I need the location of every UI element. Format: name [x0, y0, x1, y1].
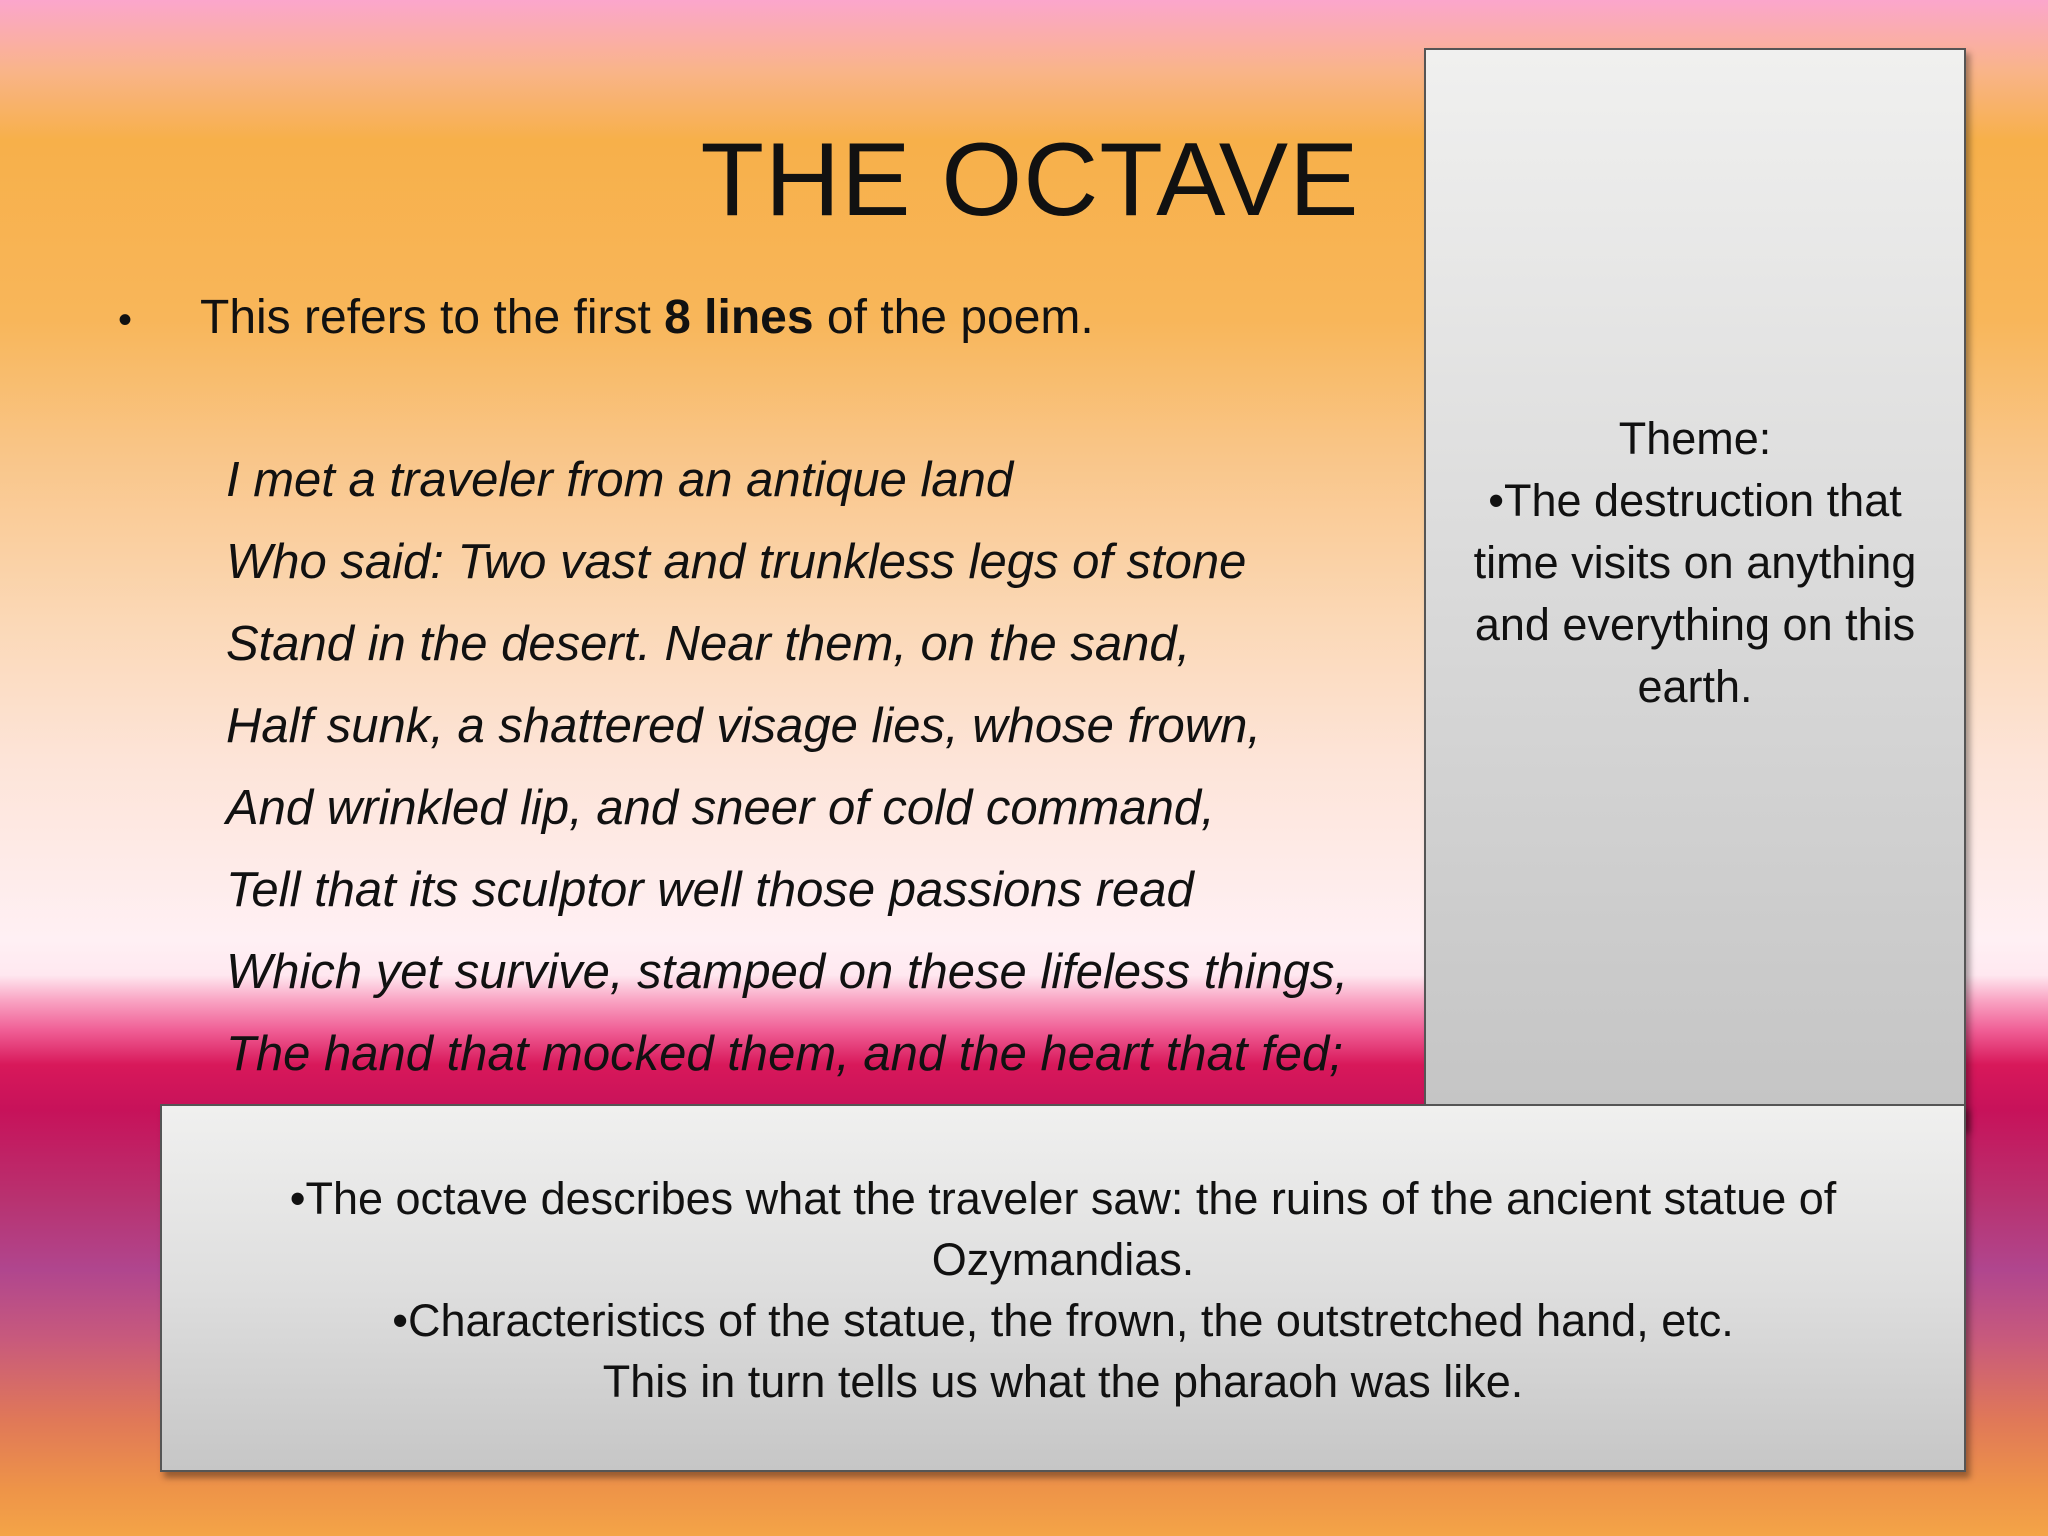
intro-text-after: of the poem.: [813, 291, 1094, 344]
poem-line: Stand in the desert. Near them, on the sand,: [226, 617, 1191, 671]
theme-heading: Theme:: [1618, 413, 1772, 464]
poem-excerpt: [226, 448, 1348, 1104]
summary-line: This in turn tells us what the pharaoh was like.: [602, 1356, 1524, 1407]
poem-line: Tell that its sculptor well those passions read: [226, 863, 1194, 917]
theme-line: time visits on anything: [1473, 537, 1917, 588]
poem-line: I met a traveler from an antique land: [226, 453, 1014, 507]
slide-title: THE OCTAVE: [700, 122, 1360, 238]
poem-line: And wrinkled lip, and sneer of cold command,: [226, 781, 1215, 835]
theme-line: •The destruction that: [1488, 475, 1902, 526]
theme-text: [1426, 408, 1964, 718]
poem-line: Half sunk, a shattered visage lies, whose frown,: [226, 699, 1261, 753]
bullet-marker: •: [118, 298, 133, 342]
summary-line: •Characteristics of the statue, the frown, the outstretched hand, etc.: [392, 1295, 1734, 1346]
intro-bullet-point: [118, 288, 1094, 350]
summary-text: [162, 1168, 1964, 1412]
theme-line: and everything on this: [1474, 599, 1916, 650]
theme-line: earth.: [1637, 661, 1753, 712]
poem-line: Who said: Two vast and trunkless legs of stone: [226, 535, 1247, 589]
intro-text-bold: 8 lines: [664, 291, 814, 344]
summary-line: Ozymandias.: [931, 1234, 1195, 1285]
summary-line: •The octave describes what the traveler saw: the ruins of the ancient statue of: [289, 1173, 1837, 1224]
poem-line: Which yet survive, stamped on these lifeless things,: [226, 945, 1349, 999]
summary-callout-box: [160, 1104, 1966, 1472]
intro-text-before: This refers to the first: [200, 291, 665, 344]
theme-callout-box: [1424, 48, 1966, 1128]
poem-line: The hand that mocked them, and the heart that fed;: [226, 1027, 1343, 1081]
